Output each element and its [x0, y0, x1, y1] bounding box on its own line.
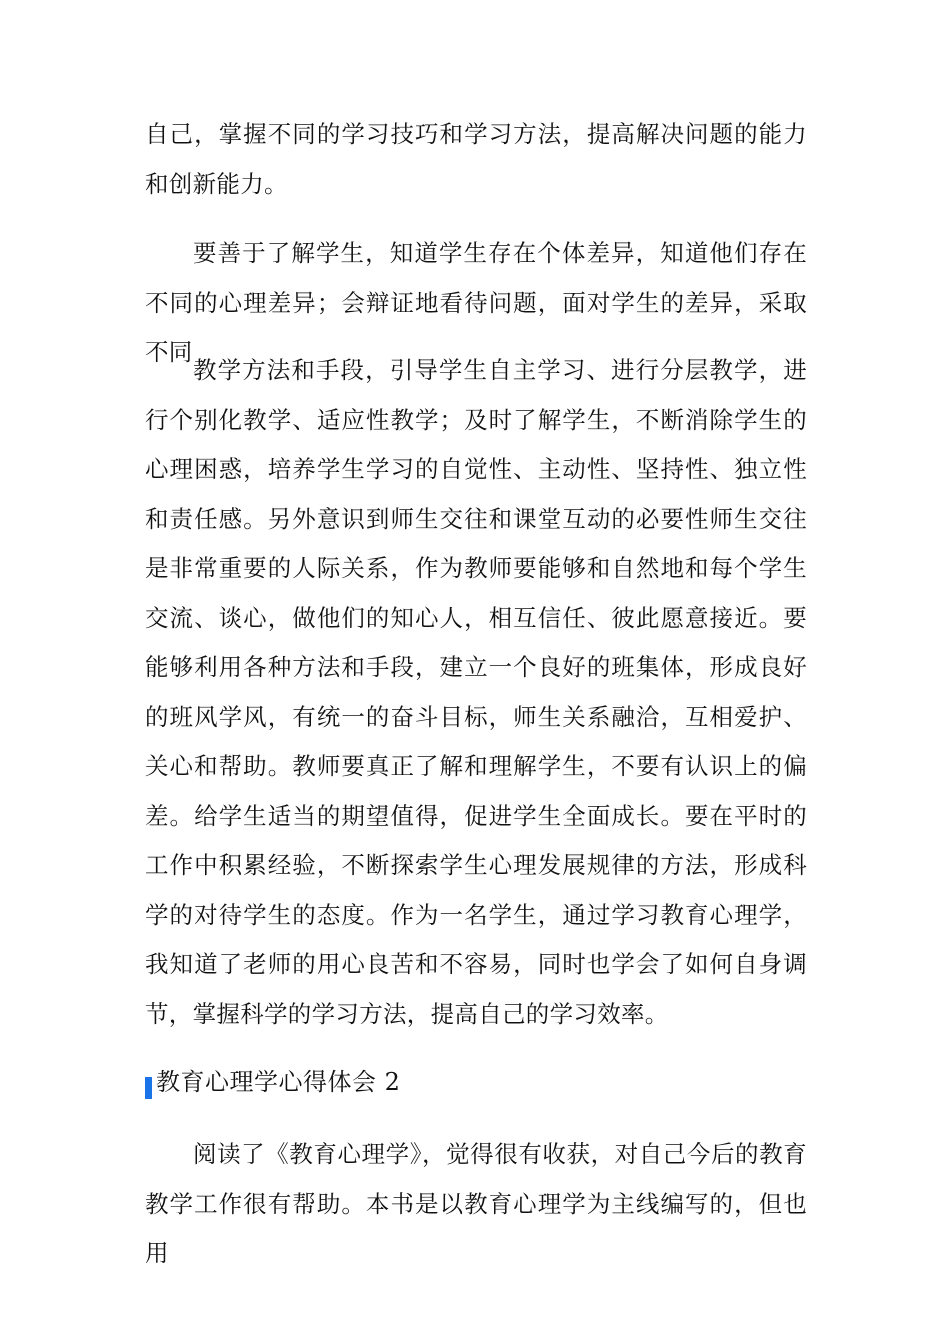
paragraph-student-differences: 要善于了解学生，知道学生存在个体差异，知道他们存在不同的心理差异；会辩证地看待问题，面对学生的差异，采取不同 [145, 239, 807, 366]
paragraph-continuation: 自己，掌握不同的学习技巧和学习方法，提高解决问题的能力和创新能力。 [145, 120, 807, 198]
section-heading-text: 教育心理学心得体会 2 [156, 1068, 401, 1096]
heading-marker-bar [145, 1077, 152, 1099]
section-heading [145, 1062, 400, 1102]
paragraph-reading-reflection: 阅读了《教育心理学》，觉得很有收获，对自己今后的教育教学工作很有帮助。本书是以教育心理学为主线编写的，但也用 [145, 1140, 807, 1267]
paragraph-teaching-methods: 教学方法和手段，引导学生自主学习、进行分层教学，进行个别化教学、适应性教学；及时了解学生，不断消除学生的心理困惑，培养学生学习的自觉性、主动性、坚持性、独立性和责任感。另外意识到师生交往和课堂互动的必要性师生交往是非常重要的人际关系，作为教师要能够和自然地和每个学生交流、谈心，做他们的知心人，相互信任、彼此愿意接近。要能够利用各种方法和手段，建立一个良好的班集体，形成良好的班风学风，有统一的奋斗目标，师生关系融洽，互相爱护、关心和帮助。教师要真正了解和理解学生，不要有认识上的偏差。给学生适当的期望值得，促进学生全面成长。要在平时的工作中积累经验，不断探索学生心理发展规律的方法，形成科学的对待学生的态度。作为一名学生，通过学习教育心理学，我知道了老师的用心良苦和不容易，同时也学会了如何自身调节，掌握科学的学习方法，提高自己的学习效率。 [145, 356, 807, 1028]
